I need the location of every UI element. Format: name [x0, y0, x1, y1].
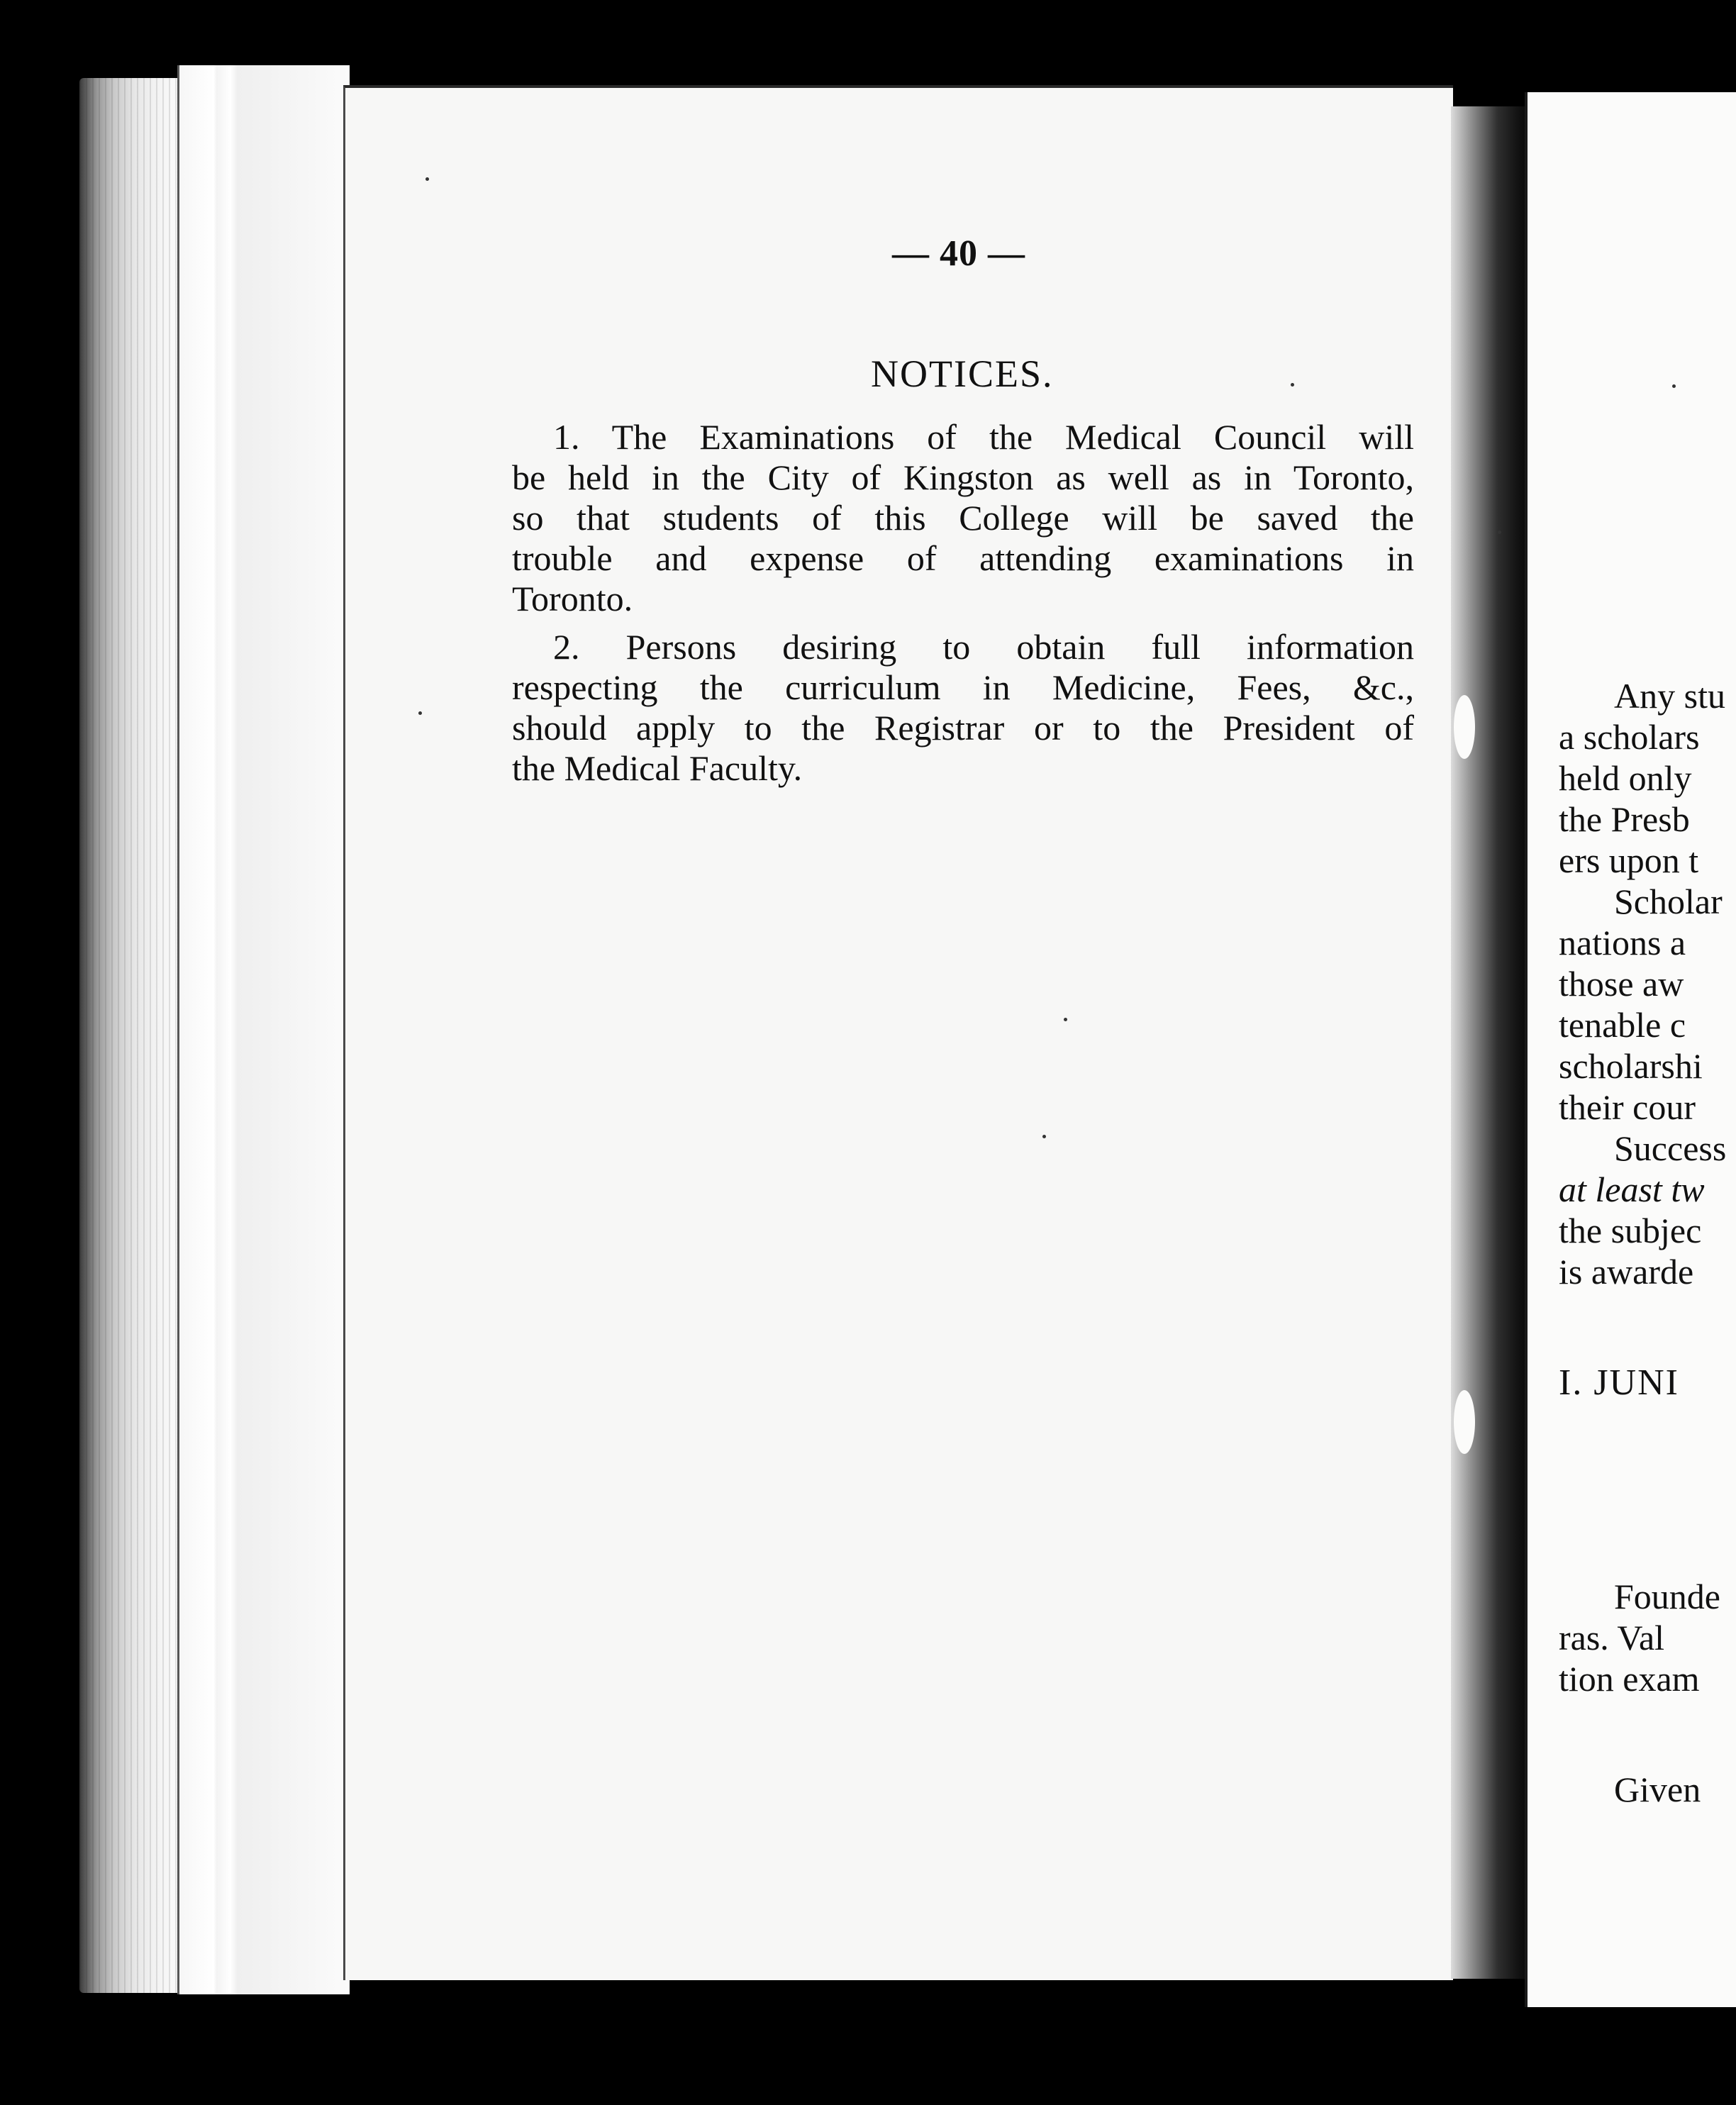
scan-speck: [1291, 383, 1294, 387]
scan-speck: [1042, 1135, 1046, 1138]
notice-2-line: the Medical Faculty.: [512, 748, 803, 788]
scan-speck: [1064, 1018, 1067, 1021]
right-line: at least tw: [1559, 1170, 1705, 1209]
notices-heading: NOTICES.: [871, 352, 1054, 395]
scan-speck: [1498, 531, 1501, 534]
notice-1-line: trouble and expense of attending examinations in: [512, 538, 1414, 578]
notice-1-line: be held in the City of Kingston as well as in Toronto,: [512, 457, 1414, 497]
right-line: their cour: [1559, 1087, 1696, 1127]
right-line: tion exam: [1559, 1659, 1700, 1699]
right-line: Scholar: [1614, 882, 1723, 921]
right-line: the Presb: [1559, 799, 1690, 839]
notice-1-line: Toronto.: [512, 579, 633, 618]
notice-1-paragraph: [512, 417, 1414, 619]
notice-2-paragraph: [512, 627, 1414, 789]
right-line: scholarshi: [1559, 1046, 1703, 1086]
notice-1-line: so that students of this College will be saved the: [512, 498, 1414, 538]
right-page-block-1: [1559, 675, 1726, 1292]
right-line: ers upon t: [1559, 840, 1699, 880]
right-line: ras. Val: [1559, 1618, 1665, 1657]
page-notch: [1454, 695, 1475, 759]
notice-2-line: respecting the curriculum in Medicine, Fees, &c.,: [512, 667, 1414, 707]
right-line: a scholars: [1559, 717, 1700, 757]
right-page-heading: I. JUNI: [1559, 1362, 1679, 1403]
page-notch: [1454, 1390, 1475, 1454]
right-line: Success: [1614, 1128, 1727, 1168]
inner-page-edges: [177, 65, 350, 1994]
page-number: — 40 —: [892, 233, 1025, 274]
right-line: Any stu: [1614, 676, 1725, 716]
right-line: tenable c: [1559, 1005, 1686, 1045]
right-line: Given: [1614, 1770, 1701, 1809]
right-line: the subjec: [1559, 1211, 1702, 1250]
scan-speck: [425, 177, 429, 181]
right-line: Founde: [1614, 1577, 1720, 1616]
right-page-block-2: [1559, 1576, 1720, 1699]
right-page-block-3: [1559, 1769, 1701, 1810]
book-gutter: [1451, 106, 1536, 1979]
page-edge-lines: [79, 78, 179, 1993]
notice-1-line: 1. The Examinations of the Medical Council will: [553, 417, 1414, 457]
right-line: nations a: [1559, 923, 1686, 962]
right-line: those aw: [1559, 964, 1684, 1004]
scan-speck: [1672, 384, 1676, 388]
scan-speck: [418, 711, 422, 715]
right-line: is awarde: [1559, 1252, 1694, 1292]
notice-2-line: should apply to the Registrar or to the President of: [512, 708, 1414, 748]
right-line: held only: [1559, 758, 1692, 798]
notice-2-line: 2. Persons desiring to obtain full information: [553, 627, 1414, 667]
